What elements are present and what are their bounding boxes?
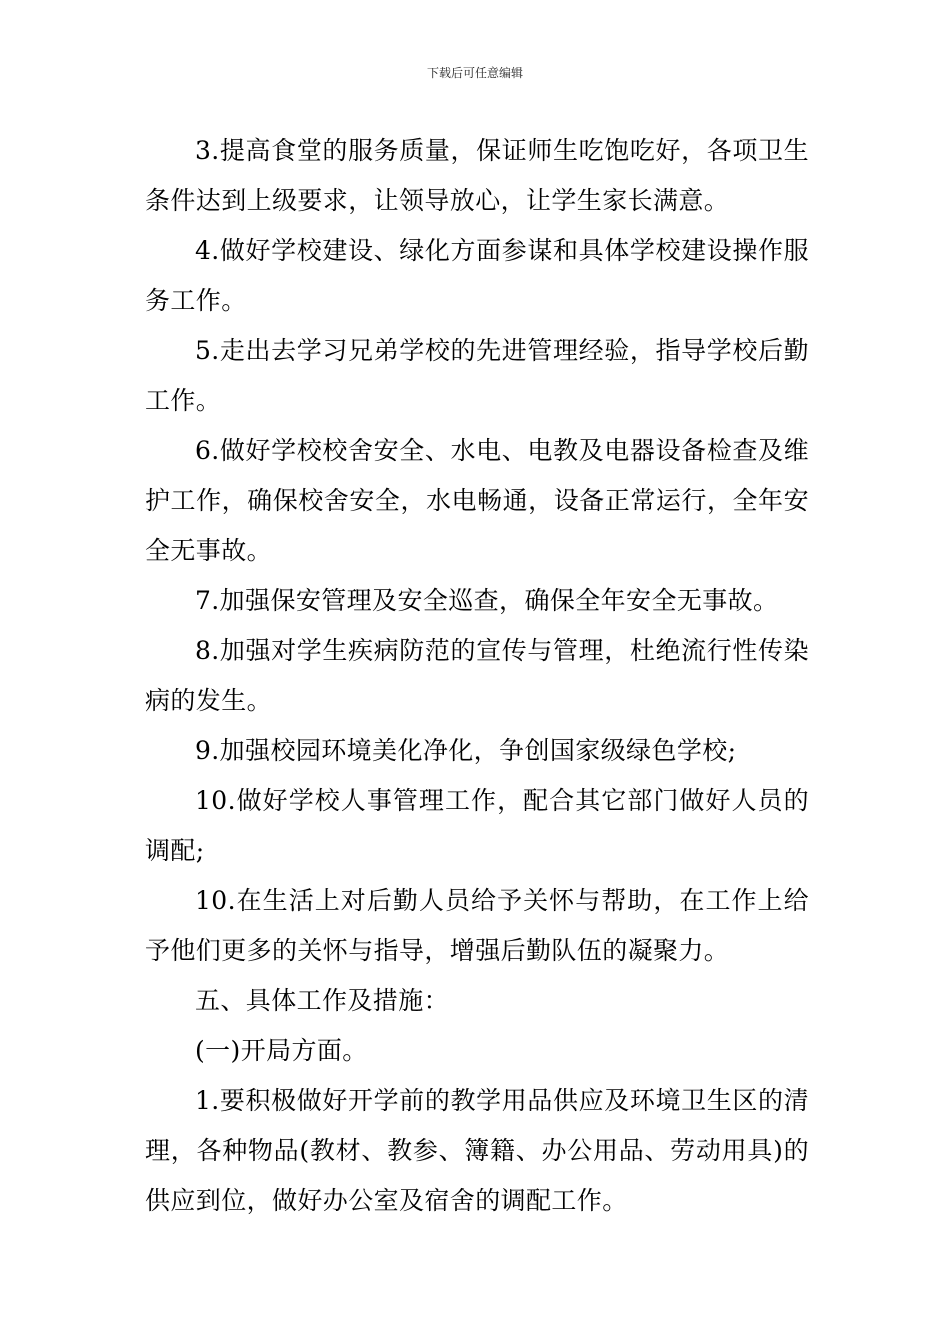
paragraph-campus-construction: 4.做好学校建设、绿化方面参谋和具体学校建设操作服务工作。: [145, 236, 809, 315]
paragraph-green-school: 9.加强校园环境美化净化，争创国家级绿色学校;: [195, 736, 737, 765]
paragraph-opening-supplies: 1.要积极做好开学前的教学用品供应及环境卫生区的清理，各种物品(教材、教参、簿籍、办公用品、劳动用具)的供应到位，做好办公室及宿舍的调配工作。: [145, 1086, 809, 1215]
subsection-heading-opening: (一)开局方面。: [195, 1036, 368, 1065]
document-body: [145, 126, 809, 1226]
paragraph-personnel-management: 10.做好学校人事管理工作，配合其它部门做好人员的调配;: [145, 786, 809, 865]
paragraph-disease-prevention: 8.加强对学生疾病防范的宣传与管理，杜绝流行性传染病的发生。: [145, 636, 809, 715]
section-heading-measures: 五、具体工作及措施：: [195, 986, 450, 1015]
paragraph-security-patrol: 7.加强保安管理及安全巡查，确保全年安全无事故。: [195, 586, 779, 615]
page-header: 下载后可任意编辑: [426, 66, 523, 80]
paragraph-staff-care: 10.在生活上对后勤人员给予关怀与帮助，在工作上给予他们更多的关怀与指导，增强后勤队伍的凝聚力。: [145, 886, 809, 965]
paragraph-learn-experience: 5.走出去学习兄弟学校的先进管理经验，指导学校后勤工作。: [145, 336, 809, 415]
paragraph-canteen-service: 3.提高食堂的服务质量，保证师生吃饱吃好，各项卫生条件达到上级要求，让领导放心，让学生家长满意。: [145, 136, 809, 215]
paragraph-facility-safety: 6.做好学校校舍安全、水电、电教及电器设备检查及维护工作，确保校舍安全，水电畅通，设备正常运行，全年安全无事故。: [145, 436, 809, 565]
